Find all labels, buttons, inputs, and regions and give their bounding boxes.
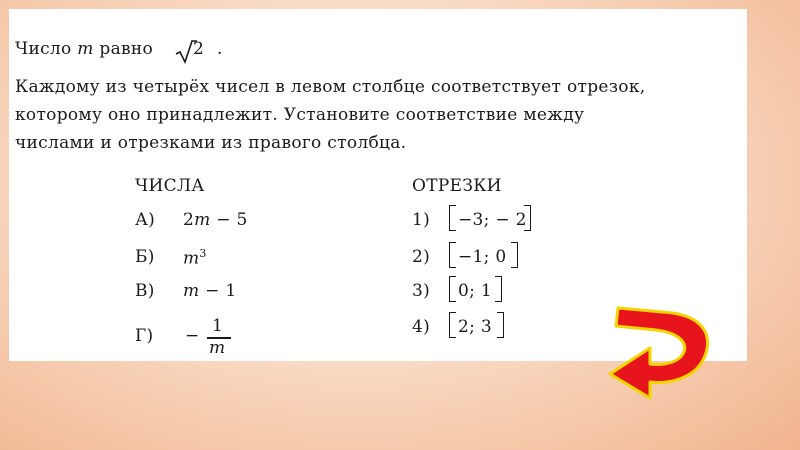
- bracket-right: [497, 312, 504, 338]
- instruction-line-2: которому оно принадлежит. Установите соответствие между: [15, 105, 585, 125]
- segment-3-value: 0; 1: [458, 281, 492, 301]
- instruction-line-3: числами и отрезками из правого столбца.: [15, 133, 407, 153]
- curved-return-arrow-icon[interactable]: [600, 296, 730, 406]
- task-word-chislo: Число: [15, 39, 72, 59]
- segments-header: ОТРЕЗКИ: [412, 176, 502, 196]
- segment-1-value: −3; − 2: [458, 210, 527, 230]
- bracket-left: [449, 242, 456, 268]
- sqrt-radicand: 2: [193, 39, 205, 59]
- sqrt-two: [175, 39, 215, 65]
- task-line1-period: .: [217, 39, 223, 59]
- task-text: [15, 39, 153, 59]
- bracket-left: [449, 312, 456, 338]
- bracket-right: [495, 276, 502, 302]
- number-a-expression: 2m − 5: [183, 210, 248, 230]
- number-d-label: Г): [135, 326, 154, 346]
- bracket-right: [524, 205, 531, 231]
- number-d-minus: −: [185, 326, 200, 346]
- number-a-label: А): [135, 210, 156, 230]
- number-b-label: Б): [135, 247, 155, 267]
- bracket-left: [449, 205, 456, 231]
- number-b-expression: $m^3$: [183, 247, 207, 269]
- variable-m: m: [77, 39, 94, 59]
- task-word-ravno: равно: [99, 39, 154, 59]
- segment-4-label: 4): [412, 317, 431, 337]
- segment-1-label: 1): [412, 210, 431, 230]
- segment-4-value: 2; 3: [458, 317, 492, 337]
- fraction-numerator: 1: [212, 316, 224, 336]
- number-c-label: В): [135, 281, 155, 301]
- fraction-denominator: m: [209, 338, 226, 358]
- segment-2-label: 2): [412, 247, 431, 267]
- bracket-right: [511, 242, 518, 268]
- instruction-line-1: Каждому из четырёх чисел в левом столбце соответствует отрезок,: [15, 77, 646, 97]
- segment-3-label: 3): [412, 281, 431, 301]
- bracket-left: [449, 276, 456, 302]
- number-c-expression: m − 1: [183, 281, 237, 301]
- segment-2-value: −1; 0: [458, 247, 507, 267]
- numbers-header: ЧИСЛА: [135, 176, 205, 196]
- number-d-fraction: [205, 315, 235, 361]
